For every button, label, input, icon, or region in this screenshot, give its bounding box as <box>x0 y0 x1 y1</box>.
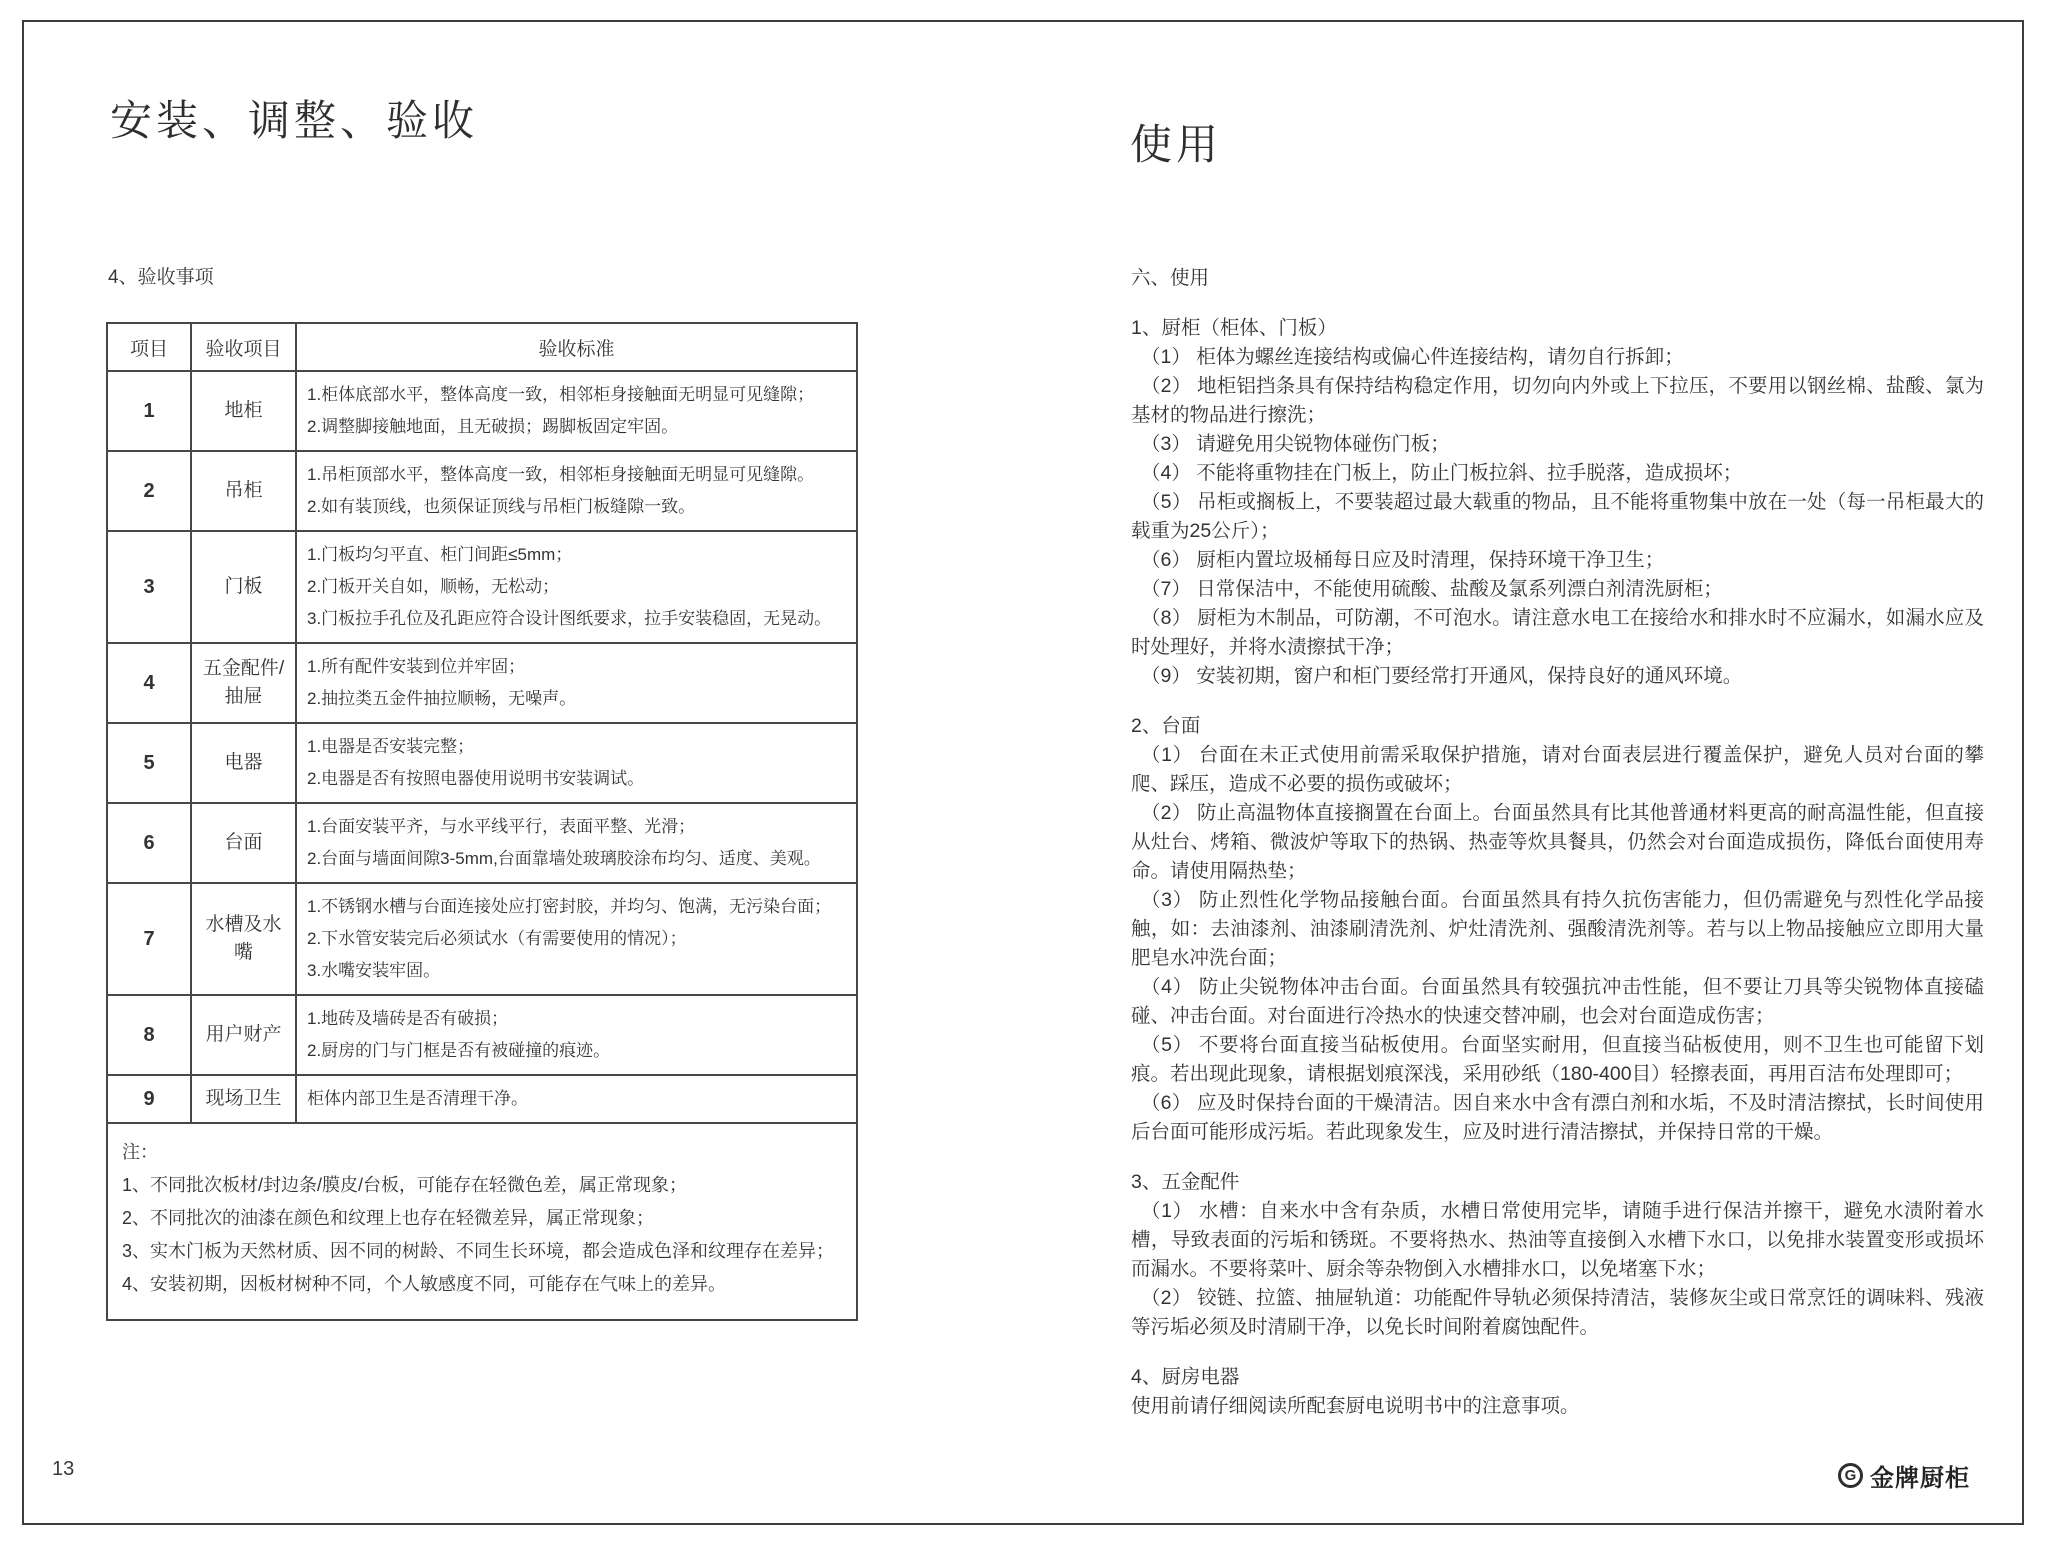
usage-item: （1） 台面在未正式使用前需采取保护措施，请对台面表层进行覆盖保护，避免人员对台面的攀爬、踩压，造成不必要的损伤或破坏； <box>1131 744 1984 795</box>
standard-line: 1.柜体底部水平，整体高度一致，相邻柜身接触面无明显可见缝隙； <box>307 385 815 404</box>
row-no: 2 <box>107 451 191 531</box>
row-standards <box>296 643 857 723</box>
standard-line: 1.门板均匀平直、柜门间距≤5mm； <box>307 545 573 564</box>
standard-line: 2.门板开关自如，顺畅，无松动； <box>307 577 560 596</box>
section-heading: 2、台面 <box>1131 715 1201 737</box>
note-item: 4、安装初期，因板材树种不同，个人敏感度不同，可能存在气味上的差异。 <box>122 1274 727 1294</box>
section-heading: 4、厨房电器 <box>1131 1366 1240 1388</box>
usage-item: （6） 应及时保持台面的干燥清洁。因自来水中含有漂白剂和水垢，不及时清洁擦拭，长时间使用后台面可能形成污垢。若此现象发生，应及时进行清洁擦拭，并保持日常的干燥。 <box>1131 1092 1984 1143</box>
standard-line: 1.所有配件安装到位并牢固； <box>307 657 526 676</box>
brand-name: 金牌厨柜 <box>1870 1465 1970 1492</box>
usage-item: （6） 厨柜内置垃圾桶每日应及时清理，保持环境干净卫生； <box>1141 549 1665 571</box>
row-no: 8 <box>107 995 191 1075</box>
usage-item: （5） 吊柜或搁板上，不要装超过最大载重的物品，且不能将重物集中放在一处（每一吊柜最大的载重为25公斤）； <box>1131 491 1984 542</box>
usage-item: （9） 安装初期，窗户和柜门要经常打开通风，保持良好的通风环境。 <box>1141 665 1743 687</box>
table-notes <box>107 1123 857 1320</box>
usage-section-hardware <box>1131 1168 1984 1342</box>
standard-line: 1.台面安装平齐，与水平线平行，表面平整、光滑； <box>307 817 696 836</box>
standard-line: 1.吊柜顶部水平，整体高度一致，相邻柜身接触面无明显可见缝隙。 <box>307 465 815 484</box>
standard-line: 2.电器是否有按照电器使用说明书安装调试。 <box>307 769 645 788</box>
row-item: 台面 <box>191 803 296 883</box>
row-item: 地柜 <box>191 371 296 451</box>
chapter-heading: 六、使用 <box>1131 267 1210 289</box>
standard-line: 1.地砖及墙砖是否有破损； <box>307 1009 509 1028</box>
usage-item: （4） 防止尖锐物体冲击台面。台面虽然具有较强抗冲击性能，但不要让刀具等尖锐物体直接磕碰、冲击台面。对台面进行冷热水的快速交替冲刷，也会对台面造成伤害； <box>1131 976 1984 1027</box>
usage-item: （3） 防止烈性化学物品接触台面。台面虽然具有持久抗伤害能力，但仍需避免与烈性化学品接触，如：去油漆剂、油漆刷清洗剂、炉灶清洗剂、强酸清洗剂等。若与以上物品接触应立即用大量肥皂水冲洗台面； <box>1131 889 1984 969</box>
table-row <box>107 1075 857 1123</box>
row-standards <box>296 531 857 643</box>
note-item: 3、实木门板为天然材质、因不同的树龄、不同生长环境，都会造成色泽和纹理存在差异； <box>122 1241 835 1261</box>
usage-body <box>1131 264 1984 1421</box>
table-row <box>107 803 857 883</box>
table-row <box>107 643 857 723</box>
section-heading: 3、五金配件 <box>1131 1171 1240 1193</box>
table-row <box>107 883 857 995</box>
page-title-usage: 使用 <box>1130 121 1223 168</box>
row-item: 五金配件/抽屉 <box>191 643 296 723</box>
page-number: 13 <box>52 1458 75 1480</box>
usage-section-cabinet <box>1131 314 1984 691</box>
table-row <box>107 531 857 643</box>
usage-section-countertop <box>1131 712 1984 1147</box>
row-item: 门板 <box>191 531 296 643</box>
row-standards <box>296 451 857 531</box>
usage-item: （7） 日常保洁中，不能使用硫酸、盐酸及氯系列漂白剂清洗厨柜； <box>1141 578 1723 600</box>
row-item: 电器 <box>191 723 296 803</box>
table-row <box>107 723 857 803</box>
table-header-row <box>107 323 857 371</box>
note-item: 1、不同批次板材/封边条/膜皮/台板，可能存在轻微色差，属正常现象； <box>122 1175 688 1195</box>
row-standards <box>296 995 857 1075</box>
row-no: 9 <box>107 1075 191 1123</box>
table-row <box>107 371 857 451</box>
usage-item: （8） 厨柜为木制品，可防潮，不可泡水。请注意水电工在接给水和排水时不应漏水，如漏水应及时处理好，并将水渍擦拭干净； <box>1131 607 1984 658</box>
standard-line: 3.水嘴安装牢固。 <box>307 961 441 980</box>
row-no: 6 <box>107 803 191 883</box>
row-no: 1 <box>107 371 191 451</box>
col-header-item: 验收项目 <box>191 323 296 371</box>
page-title-install: 安装、调整、验收 <box>110 97 479 144</box>
standard-line: 2.如有装顶线，也须保证顶线与吊柜门板缝隙一致。 <box>307 497 696 516</box>
row-item: 现场卫生 <box>191 1075 296 1123</box>
row-standards <box>296 803 857 883</box>
usage-item: （2） 防止高温物体直接搁置在台面上。台面虽然具有比其他普通材料更高的耐高温性能，但直接从灶台、烤箱、微波炉等取下的热锅、热壶等炊具餐具，仍然会对台面造成损伤，降低台面使用寿命。请使用隔热垫； <box>1131 802 1984 882</box>
row-no: 7 <box>107 883 191 995</box>
table-notes-row <box>107 1123 857 1320</box>
row-no: 4 <box>107 643 191 723</box>
usage-section-appliances <box>1131 1363 1984 1421</box>
section-heading: 1、厨柜（柜体、门板） <box>1131 317 1337 339</box>
row-item: 吊柜 <box>191 451 296 531</box>
row-standards <box>296 883 857 995</box>
note-item: 2、不同批次的油漆在颜色和纹理上也存在轻微差异，属正常现象； <box>122 1208 655 1228</box>
usage-item: （2） 铰链、拉篮、抽屉轨道：功能配件导轨必须保持清洁，装修灰尘或日常烹饪的调味料、残液等污垢必须及时清刷干净，以免长时间附着腐蚀配件。 <box>1131 1287 1984 1338</box>
usage-item: （4） 不能将重物挂在门板上，防止门板拉斜、拉手脱落，造成损坏； <box>1141 462 1743 484</box>
standard-line: 1.电器是否安装完整； <box>307 737 475 756</box>
row-standards <box>296 1075 857 1123</box>
row-no: 5 <box>107 723 191 803</box>
standard-line: 3.门板拉手孔位及孔距应符合设计图纸要求，拉手安装稳固，无晃动。 <box>307 609 832 628</box>
usage-item: （3） 请避免用尖锐物体碰伤门板； <box>1141 433 1450 455</box>
standard-line: 2.厨房的门与门框是否有被碰撞的痕迹。 <box>307 1041 611 1060</box>
row-standards <box>296 371 857 451</box>
row-item: 水槽及水嘴 <box>191 883 296 995</box>
row-item: 用户财产 <box>191 995 296 1075</box>
notes-label: 注： <box>122 1142 158 1162</box>
usage-item: （2） 地柜铝挡条具有保持结构稳定作用，切勿向内外或上下拉压，不要用以钢丝棉、盐酸、氯为基材的物品进行擦洗； <box>1131 375 1984 426</box>
usage-item: 使用前请仔细阅读所配套厨电说明书中的注意事项。 <box>1131 1395 1580 1417</box>
brand-logo <box>1838 1458 1970 1493</box>
standard-line: 1.不锈钢水槽与台面连接处应打密封胶，并均匀、饱满，无污染台面； <box>307 897 832 916</box>
table-row <box>107 451 857 531</box>
col-header-no: 项目 <box>107 323 191 371</box>
usage-item: （1） 柜体为螺丝连接结构或偏心件连接结构，请勿自行拆卸； <box>1141 346 1684 368</box>
standard-line: 2.台面与墙面间隙3-5mm,台面靠墙处玻璃胶涂布均匀、适度、美观。 <box>307 849 821 868</box>
col-header-standard: 验收标准 <box>296 323 857 371</box>
row-standards <box>296 723 857 803</box>
table-row <box>107 995 857 1075</box>
section-label-acceptance: 4、验收事项 <box>108 267 214 288</box>
standard-line: 2.调整脚接触地面，且无破损；踢脚板固定牢固。 <box>307 417 679 436</box>
usage-item: （5） 不要将台面直接当砧板使用。台面坚实耐用，但直接当砧板使用，则不卫生也可能留下划痕。若出现此现象，请根据划痕深浅，采用砂纸（180-400目）轻擦表面，再用百洁布处理即可； <box>1131 1034 1984 1085</box>
row-no: 3 <box>107 531 191 643</box>
standard-line: 柜体内部卫生是否清理干净。 <box>307 1089 528 1108</box>
usage-item: （1） 水槽：自来水中含有杂质，水槽日常使用完毕，请随手进行保洁并擦干，避免水渍附着水槽，导致表面的污垢和锈斑。不要将热水、热油等直接倒入水槽下水口，以免排水装置变形或损坏而漏水。不要将菜叶、厨余等杂物倒入水槽排水口，以免堵塞下水； <box>1131 1200 1984 1280</box>
standard-line: 2.抽拉类五金件抽拉顺畅，无噪声。 <box>307 689 577 708</box>
brand-g-icon: G <box>1838 1463 1863 1488</box>
standard-line: 2.下水管安装完后必须试水（有需要使用的情况）； <box>307 929 687 948</box>
acceptance-table <box>106 322 858 1321</box>
